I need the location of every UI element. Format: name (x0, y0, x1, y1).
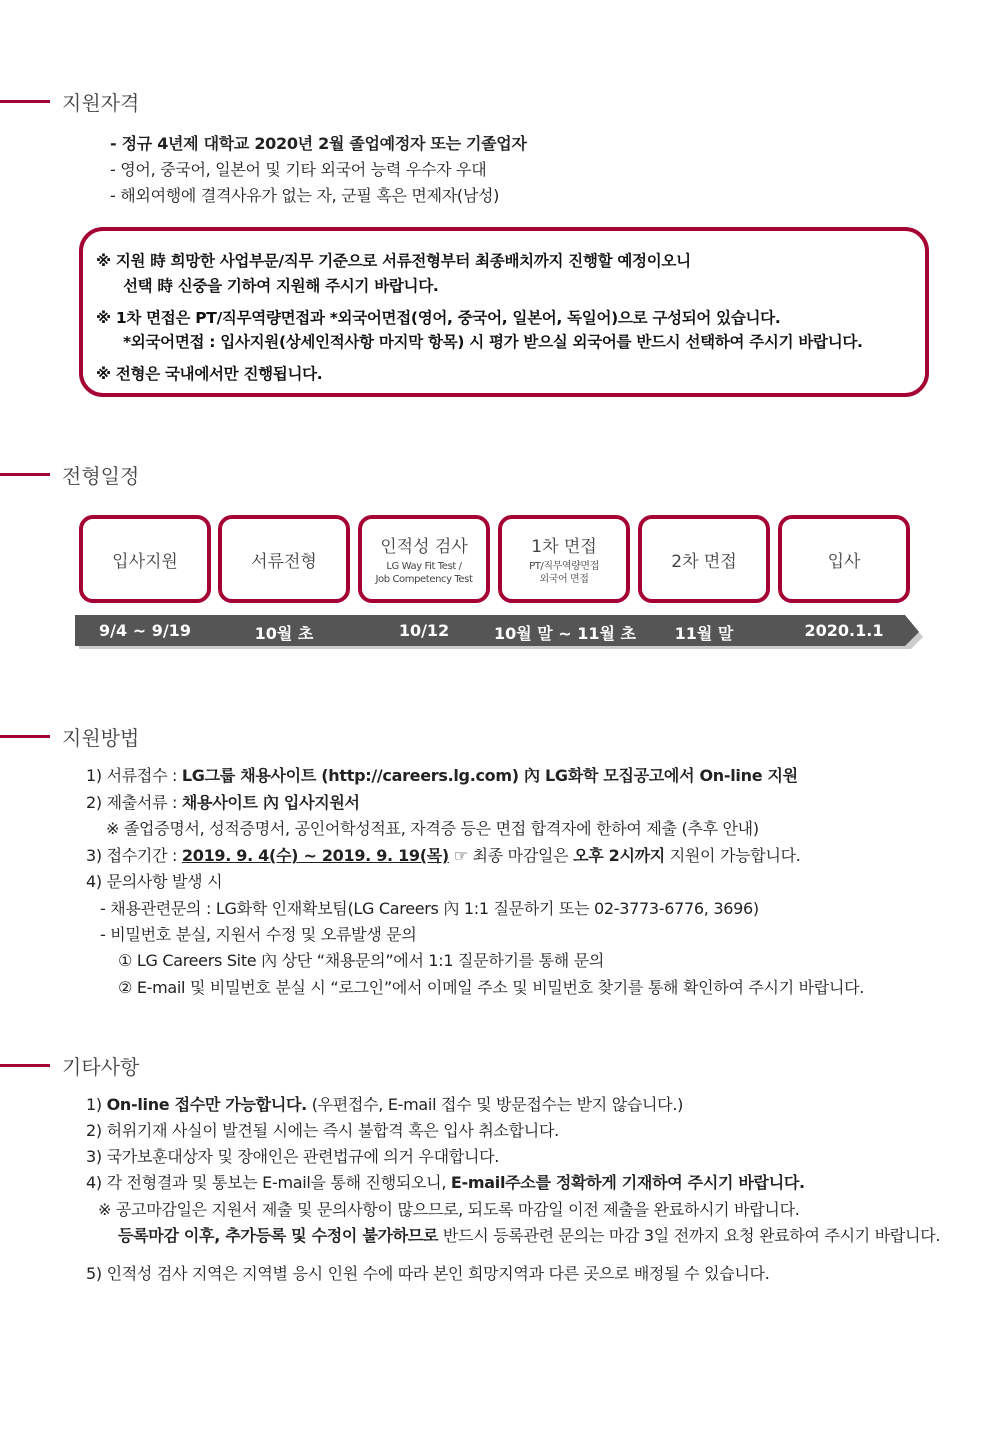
method-text: 지원이 가능합니다. (664, 846, 801, 865)
etc-bold-text: On-line 접수만 가능합니다. (106, 1095, 307, 1114)
section-title: 지원자격 (62, 90, 140, 115)
method-label: 3) 접수기간 : (86, 846, 182, 865)
schedule-step-join (778, 515, 910, 603)
step-subtitle: LG Way Fit Test / (386, 561, 462, 572)
step-subtitle: 외국어 면접 (539, 574, 589, 585)
step-title: 2차 면접 (671, 551, 737, 572)
etc-line-registration (118, 1223, 940, 1246)
method-line: ② E-mail 및 비밀번호 분실 시 “로그인”에서 이메일 주소 및 비밀번호 찾기를 통해 확인하여 주시기 바랍니다. (118, 978, 865, 997)
section-accent-bar (0, 473, 50, 476)
notice-line: 선택 時 신중을 기하여 지원해 주시기 바랍니다. (123, 277, 439, 295)
qualification-item: - 영어, 중국어, 일본어 및 기타 외국어 능력 우수자 우대 (110, 160, 487, 179)
step-title: 입사지원 (112, 551, 178, 572)
method-value: 채용사이트 內 입사지원서 (181, 793, 360, 812)
step-title: 입사 (827, 551, 861, 572)
notice-line: ※ 전형은 국내에서만 진행됩니다. (96, 365, 323, 383)
etc-line: 2) 허위기재 사실이 발견될 시에는 즉시 불합격 혹은 입사 취소합니다. (86, 1121, 559, 1140)
etc-text: 반드시 등록관련 문의는 마감 3일 전까지 요청 완료하여 주시기 바랍니다. (438, 1226, 941, 1245)
method-text: ☞ 최종 마감일은 (448, 846, 574, 865)
step-title: 인적성 검사 (380, 537, 468, 557)
etc-bold-text: 등록마감 이후, 추가등록 및 수정이 불가하므로 (118, 1226, 439, 1245)
etc-text: 1) (86, 1095, 107, 1114)
etc-text: 4) 각 전형결과 및 통보는 E-mail을 통해 진행되오니, (86, 1173, 451, 1192)
section-title: 지원방법 (62, 725, 140, 750)
qualification-item: - 해외여행에 결격사유가 없는 자, 군필 혹은 면제자(남성) (110, 186, 500, 205)
timeline-date: 2020.1.1 (804, 621, 884, 640)
qualification-item: - 정규 4년제 대학교 2020년 2월 졸업예정자 또는 기졸업자 (110, 134, 527, 153)
notice-line: *외국어면접 : 입사지원(상세인적사항 마지막 항목) 시 평가 받으실 외국어를 반드시 선택하여 주시기 바랍니다. (123, 333, 863, 351)
method-line-application (86, 763, 798, 786)
method-value: LG그룹 채용사이트 (http://careers.lg.com) 內 LG화학 모집공고에서 On-line 지원 (181, 766, 798, 785)
method-line: - 비밀번호 분실, 지원서 수정 및 오류발생 문의 (100, 925, 417, 944)
application-period: 2019. 9. 4(수) ~ 2019. 9. 19(목) (181, 846, 449, 865)
section-title: 전형일정 (62, 463, 140, 488)
method-line: ① LG Careers Site 內 상단 “채용문의”에서 1:1 질문하기를 통해 문의 (118, 951, 605, 970)
notice-line: ※ 1차 면접은 PT/직무역량면접과 *외국어면접(영어, 중국어, 일본어, 독일어)으로 구성되어 있습니다. (96, 309, 781, 327)
section-header-etc (0, 1050, 139, 1080)
timeline-date: 10월 초 (254, 624, 314, 643)
schedule-step-apply (79, 515, 211, 603)
step-subtitle: Job Competency Test (375, 574, 473, 585)
etc-bold-text: E-mail주소를 정확하게 기재하여 주시기 바랍니다. (450, 1173, 805, 1192)
notice-line: ※ 지원 時 희망한 사업부문/직무 기준으로 서류전형부터 최종배치까지 진행할 예정이오니 (96, 252, 691, 270)
section-header-qualifications (0, 86, 139, 116)
notice-box (79, 227, 929, 397)
schedule-step-document-screening (218, 515, 350, 603)
method-line-documents (86, 790, 360, 813)
section-accent-bar (0, 735, 50, 738)
method-line: ※ 졸업증명서, 성적증명서, 공인어학성적표, 자격증 등은 면접 합격자에 한하여 제출 (추후 안내) (106, 819, 759, 838)
method-line: - 채용관련문의 : LG화학 인재확보팀(LG Careers 內 1:1 질문하기 또는 02-3773-6776, 3696) (100, 899, 759, 918)
step-title: 서류전형 (251, 551, 317, 572)
timeline-date: 11월 말 (674, 624, 734, 643)
method-line-period (86, 843, 801, 866)
schedule-step-second-interview (638, 515, 770, 603)
step-subtitle: PT/직무역량면접 (529, 561, 599, 572)
timeline-date: 9/4 ~ 9/19 (99, 621, 191, 640)
deadline-time: 오후 2시까지 (573, 846, 665, 865)
etc-line: 5) 인적성 검사 지역은 지역별 응시 인원 수에 따라 본인 희망지역과 다른 곳으로 배정될 수 있습니다. (86, 1264, 770, 1283)
etc-text: (우편접수, E-mail 접수 및 방문접수는 받지 않습니다.) (306, 1095, 684, 1114)
section-title: 기타사항 (62, 1054, 140, 1079)
etc-line: 3) 국가보훈대상자 및 장애인은 관련법규에 의거 우대합니다. (86, 1147, 500, 1166)
method-label: 1) 서류접수 : (86, 766, 182, 785)
step-title: 1차 면접 (531, 537, 597, 557)
schedule-step-first-interview (498, 515, 630, 603)
method-line: 4) 문의사항 발생 시 (86, 872, 223, 891)
timeline-date: 10월 말 ~ 11월 초 (493, 624, 637, 643)
section-accent-bar (0, 100, 50, 103)
etc-line-email (86, 1170, 805, 1193)
schedule-step-aptitude-test (358, 515, 490, 603)
section-header-method (0, 721, 139, 751)
etc-line: ※ 공고마감일은 지원서 제출 및 문의사항이 많으므로, 되도록 마감일 이전 제출을 완료하시기 바랍니다. (98, 1200, 800, 1219)
etc-line-online (86, 1092, 683, 1115)
section-accent-bar (0, 1064, 50, 1067)
timeline-date: 10/12 (398, 621, 450, 640)
method-label: 2) 제출서류 : (86, 793, 182, 812)
section-header-schedule (0, 459, 139, 489)
